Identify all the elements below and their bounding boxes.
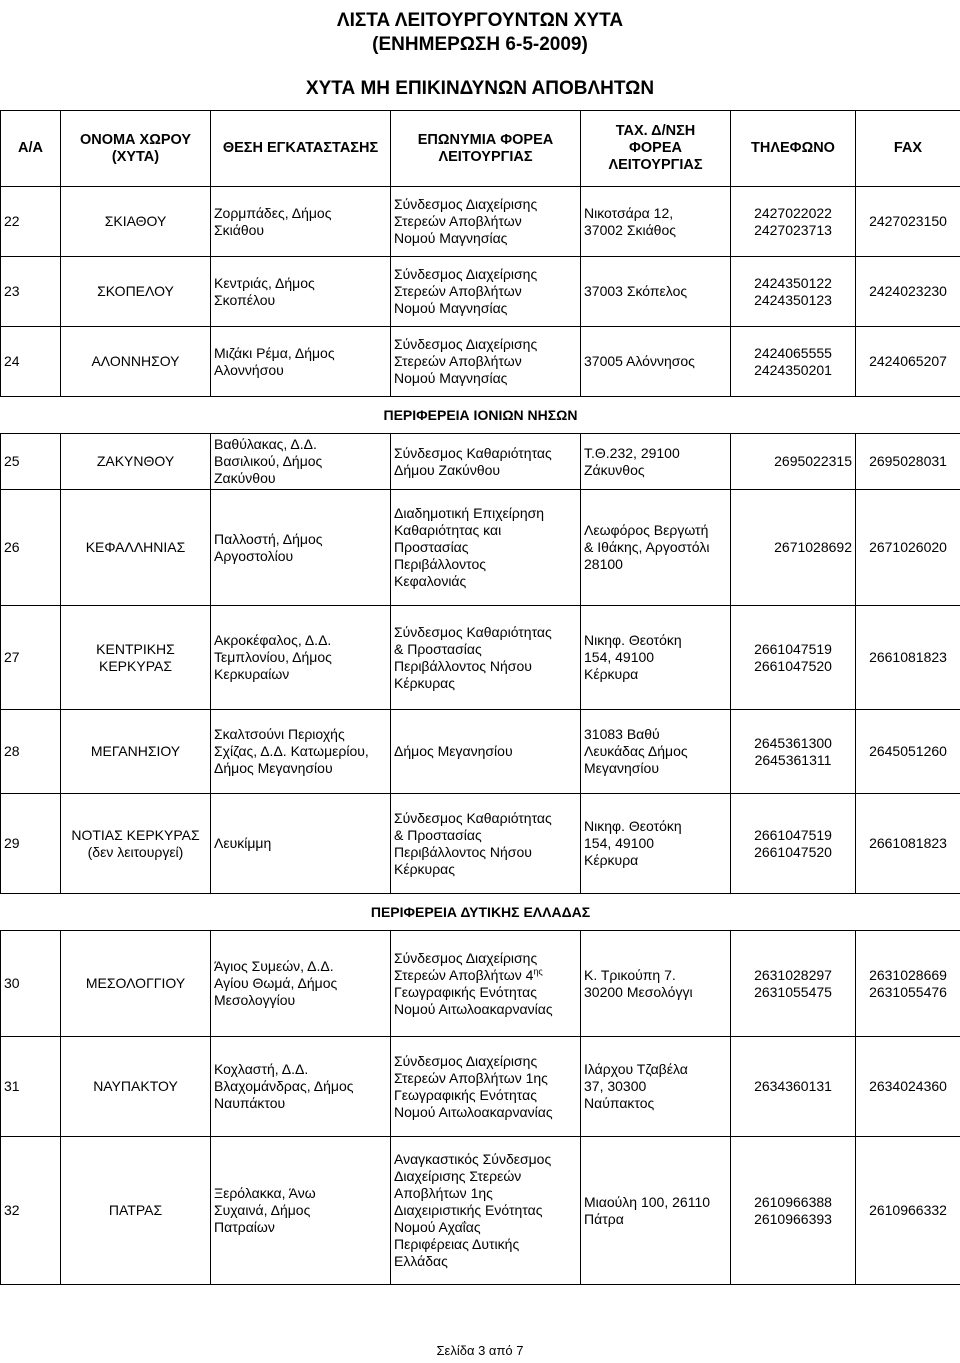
cell-name: ΝΟΤΙΑΣ ΚΕΡΚΥΡΑΣ (δεν λειτουργεί) (61, 794, 211, 894)
table-row (1, 794, 960, 894)
col-header-name: ΟΝΟΜΑ ΧΩΡΟΥ (ΧΥΤΑ) (61, 111, 211, 187)
cell-operator: Δήμος Μεγανησίου (391, 710, 581, 794)
cell-operator: Σύνδεσμος Διαχείρισης Στερεών Αποβλήτων Νομού Μαγνησίας (391, 187, 581, 257)
cell-phone: 2424065555 2424350201 (731, 327, 856, 397)
operator-line-3: Γεωγραφικής Ενότητας (394, 983, 537, 1000)
title-line-1: ΛΙΣΤΑ ΛΕΙΤΟΥΡΓΟΥΝΤΩΝ ΧΥΤΑ (336, 10, 624, 31)
cell-aa: 22 (1, 187, 61, 257)
table-row (1, 931, 960, 1037)
cell-name: ΜΕΓΑΝΗΣΙΟΥ (61, 710, 211, 794)
region-heading-western: ΠΕΡΙΦΕΡΕΙΑ ΔΥΤΙΚΗΣ ΕΛΛΑΔΑΣ (1, 894, 960, 931)
cell-operator: Σύνδεσμος Καθαριότητας Δήμου Ζακύνθου (391, 434, 581, 490)
cell-operator: Αναγκαστικός Σύνδεσμος Διαχείρισης Στερεών Αποβλήτων 1ης Διαχειριστικής Ενότητας Νομού Αχαΐας Περιφέρειας Δυτικής Ελλάδας (391, 1137, 581, 1285)
cell-address: Τ.Θ.232, 29100 Ζάκυνθος (581, 434, 731, 490)
col-header-location: ΘΕΣΗ ΕΓΚΑΤΑΣΤΑΣΗΣ (211, 111, 391, 187)
cell-address: Νικηφ. Θεοτόκη 154, 49100 Κέρκυρα (581, 794, 731, 894)
table-header-row (1, 111, 960, 187)
cell-operator: Σύνδεσμος Καθαριότητας & Προστασίας Περιβάλλοντος Νήσου Κέρκυρας (391, 606, 581, 710)
cell-name: ΠΑΤΡΑΣ (61, 1137, 211, 1285)
cell-phone: 2427022022 2427023713 (731, 187, 856, 257)
cell-fax: 2424065207 (856, 327, 960, 397)
cell-aa: 28 (1, 710, 61, 794)
page-number: Σελίδα 3 από 7 (436, 1343, 524, 1358)
cell-address: Κ. Τρικούπη 7. 30200 Μεσολόγγι (581, 931, 731, 1037)
cell-aa: 25 (1, 434, 61, 490)
title-line-2: (ΕΝΗΜΕΡΩΣΗ 6-5-2009) (372, 34, 588, 55)
cell-aa: 32 (1, 1137, 61, 1285)
cell-name: ΖΑΚΥΝΘΟΥ (61, 434, 211, 490)
cell-aa: 24 (1, 327, 61, 397)
cell-location: Ζορμπάδες, Δήμος Σκιάθου (211, 187, 391, 257)
cell-location: Παλλοστή, Δήμος Αργοστολίου (211, 490, 391, 606)
region-row (1, 397, 960, 434)
cell-phone: 2661047519 2661047520 (731, 794, 856, 894)
cell-operator: Σύνδεσμος Διαχείρισης Στερεών Αποβλήτων Νομού Μαγνησίας (391, 257, 581, 327)
table-row (1, 606, 960, 710)
operator-line-4: Νομού Αιτωλοακαρνανίας (394, 1000, 553, 1017)
cell-location: Μιζάκι Ρέμα, Δήμος Αλοννήσου (211, 327, 391, 397)
cell-operator: Σύνδεσμος Διαχείρισης Στερεών Αποβλήτων 1ης Γεωγραφικής Ενότητας Νομού Αιτωλοακαρνανίας (391, 1037, 581, 1137)
cell-address: Νικοτσάρα 12, 37002 Σκιάθος (581, 187, 731, 257)
cell-address: Λεωφόρος Βεργωτή & Ιθάκης, Αργοστόλι 28100 (581, 490, 731, 606)
cell-aa: 30 (1, 931, 61, 1037)
document-header (0, 0, 960, 110)
cell-phone: 2661047519 2661047520 (731, 606, 856, 710)
cell-name: ΚΕΦΑΛΛΗΝΙΑΣ (61, 490, 211, 606)
cell-fax: 2610966332 (856, 1137, 960, 1285)
table-row (1, 710, 960, 794)
cell-aa: 26 (1, 490, 61, 606)
cell-location: Άγιος Συμεών, Δ.Δ. Αγίου Θωμά, Δήμος Μεσολογγίου (211, 931, 391, 1037)
table-row (1, 1037, 960, 1137)
cell-aa: 27 (1, 606, 61, 710)
region-row (1, 894, 960, 931)
col-header-phone: ΤΗΛΕΦΩΝΟ (731, 111, 856, 187)
cell-operator: Σύνδεσμος Διαχείρισης Στερεών Αποβλήτων Νομού Μαγνησίας (391, 327, 581, 397)
cell-fax: 2645051260 (856, 710, 960, 794)
cell-address: 31083 Βαθύ Λευκάδας Δήμος Μεγανησίου (581, 710, 731, 794)
cell-address: 37003 Σκόπελος (581, 257, 731, 327)
cell-phone: 2631028297 2631055475 (731, 931, 856, 1037)
col-header-operator: ΕΠΩΝΥΜΙΑ ΦΟΡΕΑ ΛΕΙΤΟΥΡΓΙΑΣ (391, 111, 581, 187)
col-header-fax: FAX (856, 111, 960, 187)
cell-address: Μιαούλη 100, 26110 Πάτρα (581, 1137, 731, 1285)
cell-name: ΑΛΟΝΝΗΣΟΥ (61, 327, 211, 397)
cell-fax: 2424023230 (856, 257, 960, 327)
cell-phone: 2424350122 2424350123 (731, 257, 856, 327)
operator-line-2-text: Στερεών Αποβλήτων 4 (394, 966, 534, 983)
table-row (1, 187, 960, 257)
cell-location: Κοχλαστή, Δ.Δ. Βλαχομάνδρας, Δήμος Ναυπάκτου (211, 1037, 391, 1137)
table-row (1, 490, 960, 606)
cell-location: Βαθύλακας, Δ.Δ. Βασιλικού, Δήμος Ζακύνθου (211, 434, 391, 490)
cell-aa: 29 (1, 794, 61, 894)
cell-address: Ιλάρχου Τζαβέλα 37, 30300 Ναύπακτος (581, 1037, 731, 1137)
col-header-address: ΤΑΧ. Δ/ΝΣΗ ΦΟΡΕΑ ΛΕΙΤΟΥΡΓΙΑΣ (581, 111, 731, 187)
cell-phone: 2695022315 (731, 434, 856, 490)
cell-phone: 2610966388 2610966393 (731, 1137, 856, 1285)
cell-name: ΝΑΥΠΑΚΤΟΥ (61, 1037, 211, 1137)
cell-name: ΣΚΟΠΕΛΟΥ (61, 257, 211, 327)
cell-phone: 2634360131 (731, 1037, 856, 1137)
col-header-aa: Α/Α (1, 111, 61, 187)
cell-name: ΣΚΙΑΘΟΥ (61, 187, 211, 257)
cell-fax: 2661081823 (856, 606, 960, 710)
cell-fax: 2671026020 (856, 490, 960, 606)
cell-location: Λευκίμμη (211, 794, 391, 894)
table-row (1, 434, 960, 490)
operator-line-1: Σύνδεσμος Διαχείρισης (394, 949, 538, 966)
cell-fax: 2634024360 (856, 1037, 960, 1137)
cell-name: ΚΕΝΤΡΙΚΗΣ ΚΕΡΚΥΡΑΣ (61, 606, 211, 710)
cell-location: Ξερόλακκα, Άνω Συχαινά, Δήμος Πατραίων (211, 1137, 391, 1285)
cell-location: Σκαλτσούνι Περιοχής Σχίζας, Δ.Δ. Κατωμερίου, Δήμος Μεγανησίου (211, 710, 391, 794)
cell-aa: 23 (1, 257, 61, 327)
landfill-table (0, 110, 960, 1285)
cell-location: Κεντριάς, Δήμος Σκοπέλου (211, 257, 391, 327)
operator-superscript: ης (533, 965, 543, 976)
region-heading-ionian: ΠΕΡΙΦΕΡΕΙΑ ΙΟΝΙΩΝ ΝΗΣΩΝ (1, 397, 960, 434)
cell-aa: 31 (1, 1037, 61, 1137)
cell-phone: 2671028692 (731, 490, 856, 606)
cell-fax: 2427023150 (856, 187, 960, 257)
cell-operator: Διαδημοτική Επιχείρηση Καθαριότητας και Προστασίας Περιβάλλοντος Κεφαλονιάς (391, 490, 581, 606)
table-row (1, 1137, 960, 1285)
cell-operator (391, 931, 581, 1037)
table-row (1, 257, 960, 327)
cell-fax: 2631028669 2631055476 (856, 931, 960, 1037)
cell-location: Ακροκέφαλος, Δ.Δ. Τεμπλονίου, Δήμος Κερκυραίων (211, 606, 391, 710)
cell-phone: 2645361300 2645361311 (731, 710, 856, 794)
cell-operator: Σύνδεσμος Καθαριότητας & Προστασίας Περιβάλλοντος Νήσου Κέρκυρας (391, 794, 581, 894)
cell-fax: 2661081823 (856, 794, 960, 894)
cell-address: Νικηφ. Θεοτόκη 154, 49100 Κέρκυρα (581, 606, 731, 710)
table-row (1, 327, 960, 397)
subtitle: ΧΥΤΑ ΜΗ ΕΠΙΚΙΝΔΥΝΩΝ ΑΠΟΒΛΗΤΩΝ (305, 78, 655, 99)
cell-address: 37005 Αλόννησος (581, 327, 731, 397)
cell-name: ΜΕΣΟΛΟΓΓΙΟΥ (61, 931, 211, 1037)
operator-line-2 (394, 967, 577, 984)
cell-fax: 2695028031 (856, 434, 960, 490)
